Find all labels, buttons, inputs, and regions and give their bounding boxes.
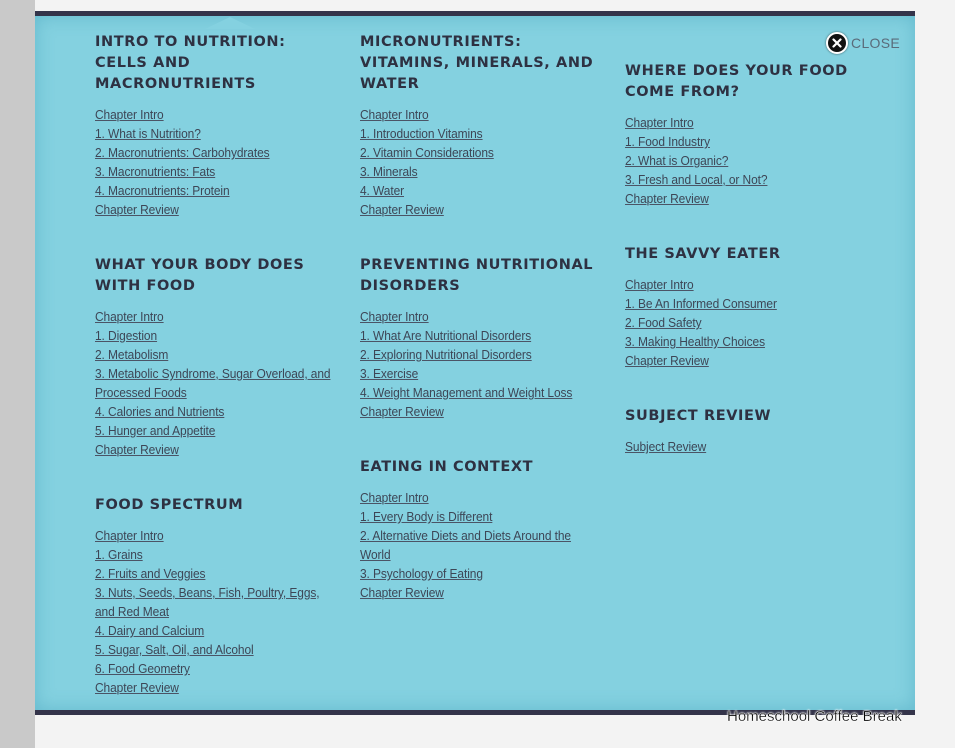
lesson-link[interactable]: 2. Metabolism	[95, 347, 169, 362]
lesson-list-item	[95, 143, 335, 162]
lesson-link[interactable]: Chapter Review	[360, 202, 444, 217]
close-label[interactable]: CLOSE	[851, 35, 900, 51]
lesson-list-item	[625, 151, 865, 170]
lesson-list-item	[360, 307, 600, 326]
lesson-list-item	[95, 105, 335, 124]
menu-column-1	[95, 32, 335, 733]
lesson-link[interactable]: 2. Vitamin Considerations	[360, 145, 494, 160]
lesson-link[interactable]: 1. What Are Nutritional Disorders	[360, 328, 532, 343]
lesson-link[interactable]: Chapter Intro	[360, 107, 429, 122]
lesson-list-item	[95, 545, 335, 564]
lesson-list	[625, 113, 865, 208]
lesson-list-item	[95, 402, 335, 421]
lesson-link[interactable]: 1. Introduction Vitamins	[360, 126, 483, 141]
lesson-list-item	[360, 564, 600, 583]
lesson-list	[95, 105, 335, 219]
lesson-link[interactable]: 5. Hunger and Appetite	[95, 423, 216, 438]
lesson-link[interactable]: 3. Making Healthy Choices	[625, 334, 765, 349]
lesson-link[interactable]: 2. Exploring Nutritional Disorders	[360, 347, 532, 362]
lesson-list-item	[625, 189, 865, 208]
lesson-list-item	[360, 402, 600, 421]
lesson-list-item	[360, 507, 600, 526]
lesson-link[interactable]: Chapter Review	[625, 191, 709, 206]
lesson-list-item	[360, 383, 600, 402]
lesson-link[interactable]: 2. Fruits and Veggies	[95, 566, 206, 581]
chapter-section	[625, 244, 865, 370]
chapter-title: THE SAVVY EATER	[625, 246, 781, 262]
lesson-link[interactable]: 1. Be An Informed Consumer	[625, 296, 777, 311]
chapter-section	[95, 32, 335, 219]
lesson-list-item	[95, 640, 335, 659]
lesson-list-item	[360, 326, 600, 345]
lesson-list-item	[625, 170, 865, 189]
lesson-list-item	[360, 364, 600, 383]
lesson-list-item	[95, 583, 335, 621]
close-button[interactable]	[826, 32, 900, 54]
lesson-list-item	[360, 105, 600, 124]
lesson-link[interactable]: Chapter Intro	[625, 277, 694, 292]
lesson-list-item	[360, 162, 600, 181]
lesson-link[interactable]: 2. Alternative Diets and Diets Around the World	[360, 528, 571, 562]
lesson-list-item	[95, 621, 335, 640]
tab-notch	[205, 17, 255, 29]
lesson-link[interactable]: Chapter Review	[360, 404, 444, 419]
chapter-title: EATING IN CONTEXT	[360, 459, 534, 475]
lesson-link[interactable]: 4. Dairy and Calcium	[95, 623, 205, 638]
chapter-section	[360, 457, 600, 602]
lesson-link[interactable]: 3. Fresh and Local, or Not?	[625, 172, 768, 187]
lesson-list-item	[95, 181, 335, 200]
chapter-title: INTRO TO NUTRITION: CELLS AND MACRONUTRIENTS	[95, 34, 286, 92]
lesson-link[interactable]: 2. Macronutrients: Carbohydrates	[95, 145, 270, 160]
lesson-link[interactable]: 1. Food Industry	[625, 134, 710, 149]
lesson-link[interactable]: 4. Weight Management and Weight Loss	[360, 385, 573, 400]
lesson-link[interactable]: 1. Digestion	[95, 328, 158, 343]
lesson-list-item	[625, 351, 865, 370]
lesson-link[interactable]: 4. Macronutrients: Protein	[95, 183, 230, 198]
lesson-link[interactable]: 2. What is Organic?	[625, 153, 729, 168]
lesson-link[interactable]: 6. Food Geometry	[95, 661, 190, 676]
chapter-title: MICRONUTRIENTS: VITAMINS, MINERALS, AND WATER	[360, 34, 594, 92]
lesson-list	[360, 307, 600, 421]
lesson-list-item	[95, 162, 335, 181]
lesson-link[interactable]: 4. Calories and Nutrients	[95, 404, 225, 419]
lesson-link[interactable]: 2. Food Safety	[625, 315, 702, 330]
chapter-menu-panel	[35, 16, 915, 710]
lesson-link[interactable]: Chapter Review	[95, 680, 179, 695]
lesson-list	[360, 488, 600, 602]
lesson-list-item	[95, 124, 335, 143]
lesson-list-item	[95, 526, 335, 545]
lesson-list	[95, 526, 335, 697]
lesson-list-item	[625, 275, 865, 294]
lesson-list-item	[95, 364, 335, 402]
lesson-link[interactable]: Chapter Intro	[625, 115, 694, 130]
lesson-list	[625, 275, 865, 370]
lesson-link[interactable]: 1. What is Nutrition?	[95, 126, 201, 141]
lesson-list-item	[95, 326, 335, 345]
chapter-title: FOOD SPECTRUM	[95, 497, 244, 513]
lesson-list-item	[360, 181, 600, 200]
lesson-list-item	[95, 307, 335, 326]
chapter-section	[360, 32, 600, 219]
chapter-title: WHAT YOUR BODY DOES WITH FOOD	[95, 257, 305, 294]
chapter-section	[95, 495, 335, 697]
lesson-list-item	[95, 678, 335, 697]
lesson-list-item	[360, 124, 600, 143]
lesson-list-item	[95, 440, 335, 459]
lesson-list-item	[625, 294, 865, 313]
close-icon[interactable]	[826, 32, 848, 54]
lesson-link[interactable]: 3. Metabolic Syndrome, Sugar Overload, and Processed Foods	[95, 366, 331, 400]
lesson-link[interactable]: 3. Exercise	[360, 366, 419, 381]
menu-column-2	[360, 32, 600, 638]
watermark: Homeschool Coffee Break	[727, 708, 902, 725]
lesson-link[interactable]: Chapter Intro	[360, 490, 429, 505]
lesson-link[interactable]: 1. Grains	[95, 547, 143, 562]
lesson-list-item	[95, 421, 335, 440]
lesson-list	[95, 307, 335, 459]
lesson-list-item	[95, 200, 335, 219]
lesson-link[interactable]: Subject Review	[625, 439, 707, 454]
lesson-list-item	[360, 345, 600, 364]
lesson-link[interactable]: 4. Water	[360, 183, 405, 198]
chapter-section	[625, 61, 865, 208]
lesson-list-item	[625, 313, 865, 332]
lesson-list-item	[625, 437, 865, 456]
lesson-link[interactable]: Chapter Review	[360, 585, 444, 600]
lesson-link[interactable]: Chapter Review	[95, 202, 179, 217]
chapter-section	[360, 255, 600, 421]
lesson-link[interactable]: Chapter Intro	[95, 528, 164, 543]
lesson-list-item	[95, 564, 335, 583]
lesson-link[interactable]: Chapter Intro	[95, 309, 164, 324]
menu-column-3	[625, 61, 865, 492]
lesson-link[interactable]: 5. Sugar, Salt, Oil, and Alcohol	[95, 642, 254, 657]
chapter-section	[625, 406, 865, 456]
lesson-link[interactable]: 3. Psychology of Eating	[360, 566, 483, 581]
lesson-list-item	[360, 143, 600, 162]
chapter-title: WHERE DOES YOUR FOOD COME FROM?	[625, 63, 848, 100]
lesson-link[interactable]: Chapter Intro	[360, 309, 429, 324]
lesson-list-item	[95, 659, 335, 678]
lesson-link[interactable]: Chapter Intro	[95, 107, 164, 122]
lesson-link[interactable]: 3. Minerals	[360, 164, 418, 179]
lesson-list-item	[95, 345, 335, 364]
lesson-link[interactable]: 3. Nuts, Seeds, Beans, Fish, Poultry, Eggs, and Red Meat	[95, 585, 320, 619]
lesson-list-item	[360, 488, 600, 507]
lesson-list-item	[625, 332, 865, 351]
chapter-section	[95, 255, 335, 459]
lesson-link[interactable]: Chapter Review	[95, 442, 179, 457]
lesson-list-item	[360, 526, 600, 564]
lesson-list	[360, 105, 600, 219]
lesson-list-item	[625, 113, 865, 132]
lesson-list-item	[625, 132, 865, 151]
left-gutter	[0, 0, 35, 748]
lesson-list-item	[360, 583, 600, 602]
chapter-title: PREVENTING NUTRITIONAL DISORDERS	[360, 257, 594, 294]
chapter-title: SUBJECT REVIEW	[625, 408, 772, 424]
lesson-link[interactable]: 3. Macronutrients: Fats	[95, 164, 216, 179]
lesson-list-item	[360, 200, 600, 219]
lesson-list	[625, 437, 865, 456]
lesson-link[interactable]: Chapter Review	[625, 353, 709, 368]
lesson-link[interactable]: 1. Every Body is Different	[360, 509, 493, 524]
